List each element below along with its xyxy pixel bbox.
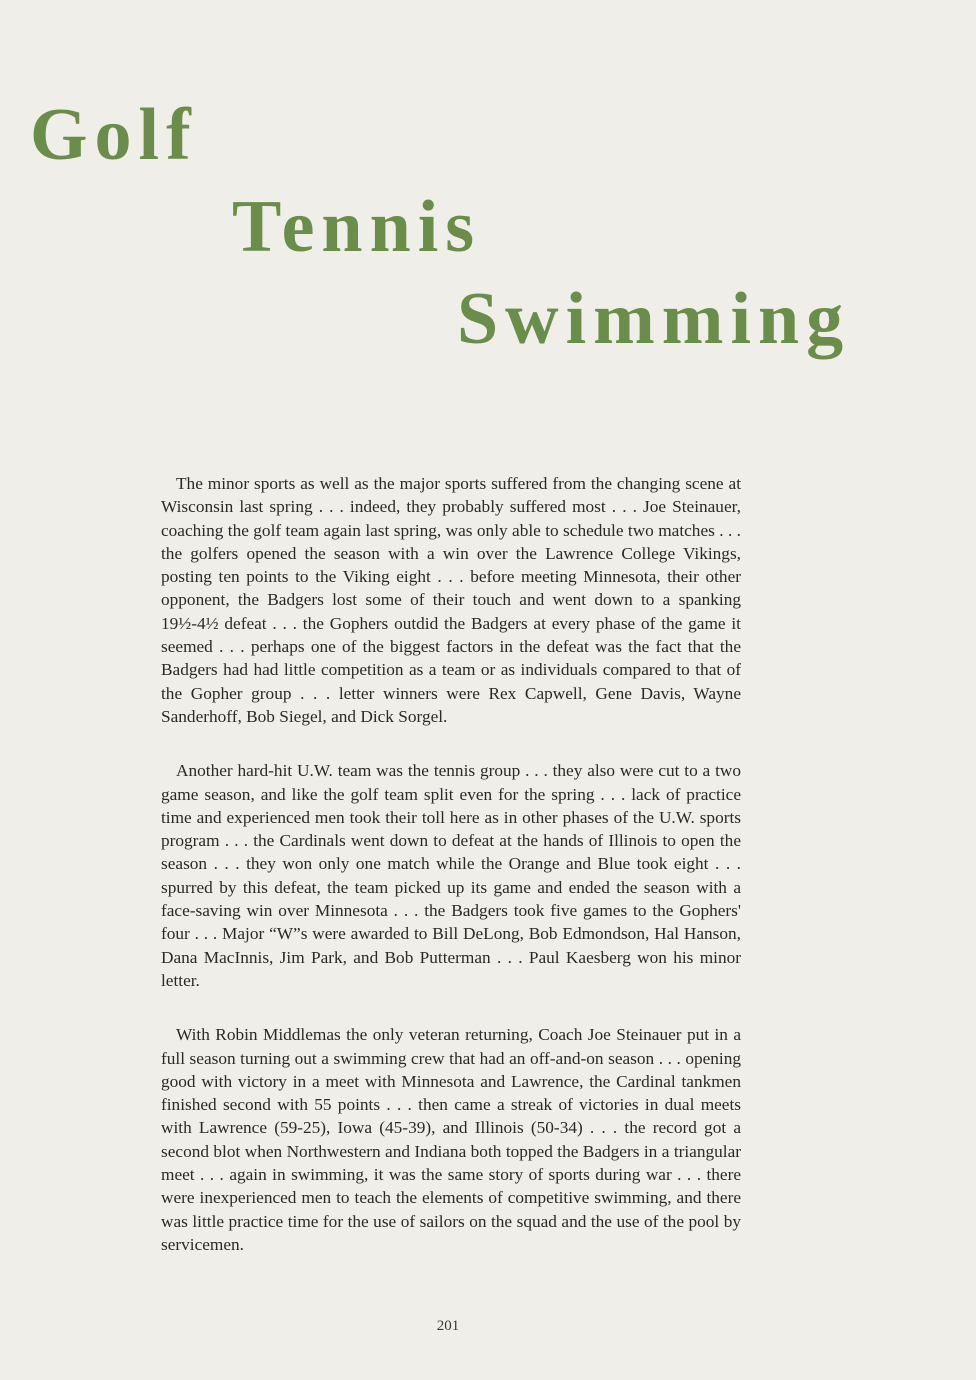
paragraph-swimming: With Robin Middlemas the only veteran returning, Coach Joe Steinauer put in a full season turning out a swimming crew that had an off-and-on season . . . opening good with victory in a meet with Minnesota and Lawrence, the Cardinal tankmen finished second with 55 points . . . then came a streak of victories in dual meets with Lawrence (59-25), Iowa (45-39), and Illinois (50-34) . . . the record got a second blot when Northwestern and Indiana both topped the Badgers in a triangular meet . . . again in swimming, it was the same story of sports during war . . . there were inexperienced men to teach the elements of competitive swimming, and there was little practice time for the use of sailors on the squad and the use of the pool by servicemen. — [161, 1025, 741, 1254]
heading-tennis: Tennis — [232, 186, 482, 268]
article-body — [161, 472, 741, 1287]
heading-golf: Golf — [30, 94, 198, 176]
heading-swimming: Swimming — [457, 278, 851, 360]
paragraph-golf: The minor sports as well as the major sports suffered from the changing scene at Wisconsin last spring . . . indeed, they probably suffered most . . . Joe Steinauer, coaching the golf team again last spring, was only able to schedule two matches . . . the golfers opened the season with a win over the Lawrence College Vikings, posting ten points to the Viking eight . . . before meeting Minnesota, their other opponent, the Badgers lost some of their touch and went down to a spanking 19½-4½ defeat . . . the Gophers outdid the Badgers at every phase of the game it seemed . . . perhaps one of the biggest factors in the defeat was the fact that the Badgers had had little competition as a team or as individuals compared to that of the Gopher group . . . letter winners were Rex Capwell, Gene Davis, Wayne Sanderhoff, Bob Siegel, and Dick Sorgel. — [161, 474, 741, 726]
page-number: 201 — [436, 1318, 460, 1334]
paragraph-tennis: Another hard-hit U.W. team was the tennis group . . . they also were cut to a two game season, and like the golf team split even for the spring . . . lack of practice time and experienced men took their toll here as in other phases of the U.W. sports program . . . the Cardinals went down to defeat at the hands of Illinois to open the season . . . they won only one match while the Orange and Blue took eight . . . spurred by this defeat, the team picked up its game and ended the season with a face-saving win over Minnesota . . . the Badgers took five games to the Gophers' four . . . Major “W”s were awarded to Bill DeLong, Bob Edmondson, Hal Hanson, Dana MacInnis, Jim Park, and Bob Putterman . . . Paul Kaesberg won his minor letter. — [161, 761, 741, 990]
